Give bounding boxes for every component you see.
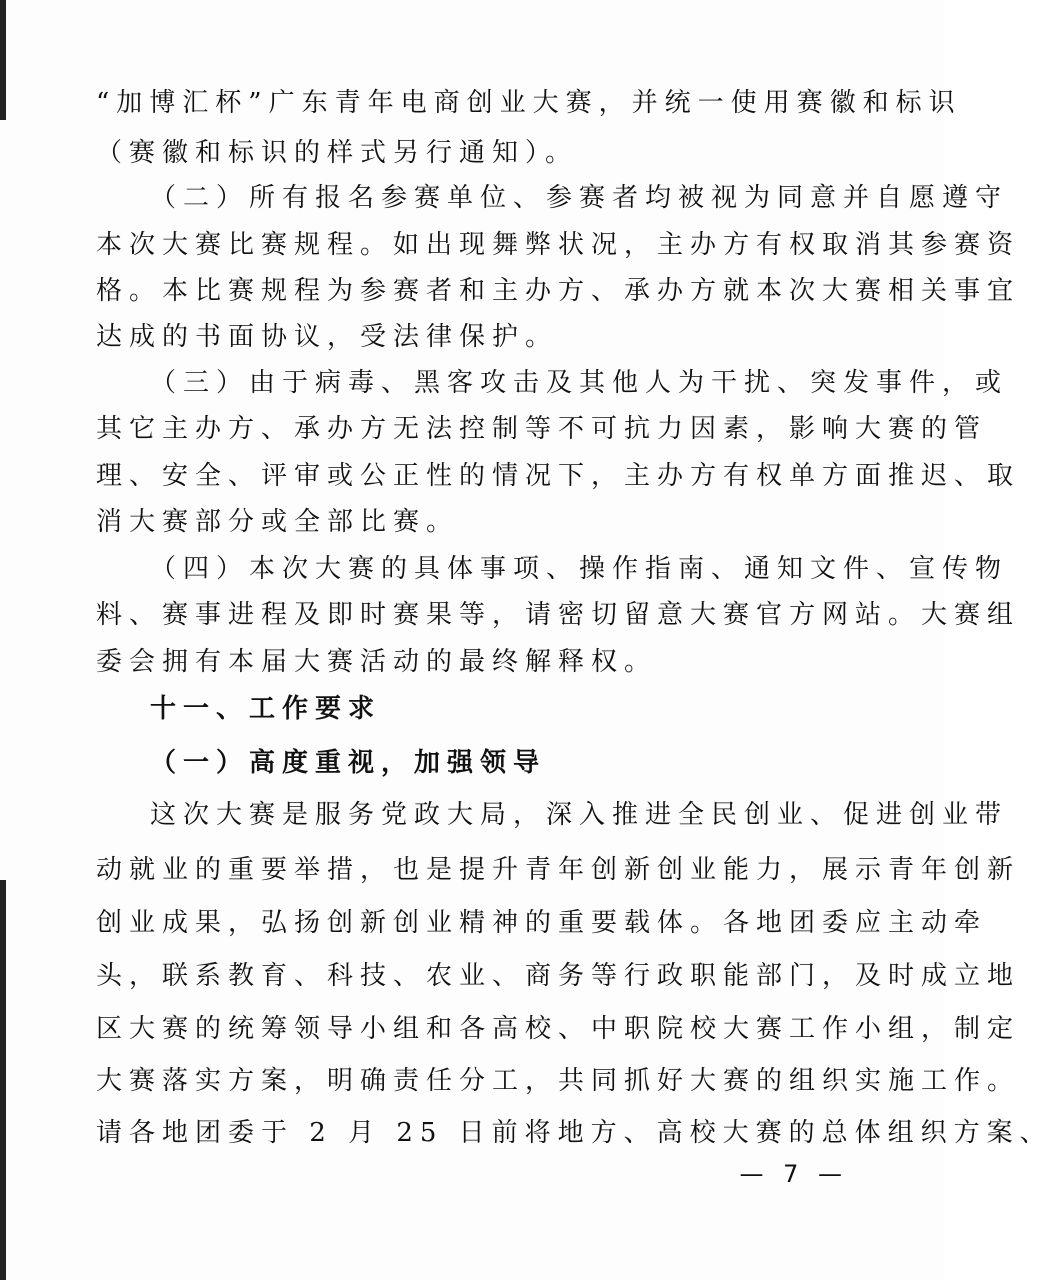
paragraph-line: 动就业的重要举措，也是提升青年创新创业能力，展示青年创新 [96,855,1021,885]
paragraph-line: 消大赛部分或全部比赛。 [96,507,460,537]
paragraph-line: 其它主办方、承办方无法控制等不可抗力因素，影响大赛的管 [96,414,988,444]
paragraph-line: （赛徽和标识的样式另行通知）。 [96,138,579,168]
paragraph-line: 本次大赛比赛规程。如出现舞弊状况，主办方有权取消其参赛资 [96,230,1021,260]
subsection-heading: （一）高度重视，加强领导 [150,748,547,778]
paragraph-line: 区大赛的统筹领导小组和各高校、中职院校大赛工作小组，制定 [96,1014,1021,1044]
paragraph-line: 达成的书面协议，受法律保护。 [96,322,559,352]
paragraph-line: 大赛落实方案，明确责任分工，共同抓好大赛的组织实施工作。 [96,1066,1021,1096]
paragraph-line: （三）由于病毒、黑客攻击及其他人为干扰、突发事件，或 [150,368,1009,398]
paragraph-line: 创业成果，弘扬创新创业精神的重要载体。各地团委应主动牵 [96,908,988,938]
paragraph-line: （四）本次大赛的具体事项、操作指南、通知文件、宣传物 [150,554,1009,584]
section-heading: 十一、工作要求 [150,694,382,724]
paragraph-line: 格。本比赛规程为参赛者和主办方、承办方就本次大赛相关事宜 [96,276,1021,306]
paragraph-line: 这次大赛是服务党政大局，深入推进全民创业、促进创业带 [150,800,1009,830]
paragraph-line: 请各地团委于 2 月 25 日前将地方、高校大赛的总体组织方案、 [96,1118,1053,1148]
scan-edge-mark [0,0,6,120]
paragraph-line: “加博汇杯”广东青年电商创业大赛，并统一使用赛徽和标识 [96,88,962,118]
paragraph-line: 理、安全、评审或公正性的情况下，主办方有权单方面推迟、取 [96,461,1021,491]
paragraph-line: 委会拥有本届大赛活动的最终解释权。 [96,647,658,677]
paragraph-line: 料、赛事进程及即时赛果等，请密切留意大赛官方网站。大赛组 [96,600,1021,630]
paragraph-line: 头，联系教育、科技、农业、商务等行政职能部门，及时成立地 [96,961,1021,991]
scan-edge-mark [0,880,6,1280]
paragraph-line: （二）所有报名参赛单位、参赛者均被视为同意并自愿遵守 [150,183,1009,213]
page-number: — 7 — [739,1160,848,1188]
